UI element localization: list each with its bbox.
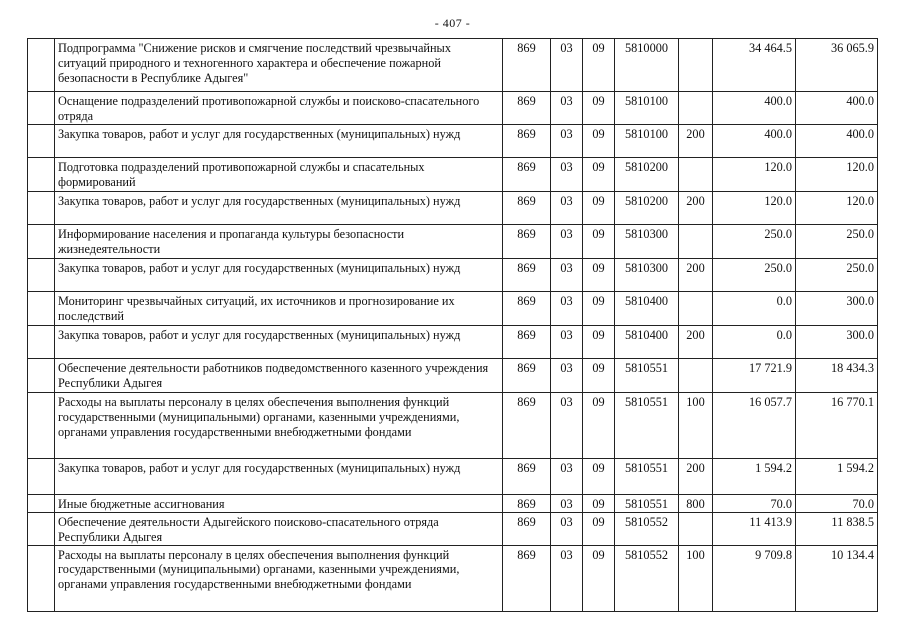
item-name-cell: Мониторинг чрезвычайных ситуаций, их источников и прогнозирование их последствий bbox=[55, 292, 503, 326]
target-article-cell: 5810100 bbox=[615, 125, 679, 158]
row-margin-cell bbox=[28, 192, 55, 225]
item-name-cell: Закупка товаров, работ и услуг для государственных (муниципальных) нужд bbox=[55, 326, 503, 359]
ministry-code-cell: 869 bbox=[503, 125, 551, 158]
amount-year-2-cell: 36 065.9 bbox=[796, 39, 878, 92]
amount-year-2-cell: 70.0 bbox=[796, 495, 878, 513]
item-name-cell: Закупка товаров, работ и услуг для государственных (муниципальных) нужд bbox=[55, 259, 503, 292]
row-margin-cell bbox=[28, 92, 55, 125]
row-margin-cell bbox=[28, 39, 55, 92]
table-row bbox=[28, 513, 878, 546]
table-row bbox=[28, 495, 878, 513]
item-name-cell: Информирование населения и пропаганда культуры безопасности жизнедеятельности bbox=[55, 225, 503, 259]
table-row bbox=[28, 393, 878, 459]
row-margin-cell bbox=[28, 158, 55, 192]
section-code-cell: 03 bbox=[551, 125, 583, 158]
item-name-cell: Закупка товаров, работ и услуг для государственных (муниципальных) нужд bbox=[55, 459, 503, 495]
item-name-cell: Оснащение подразделений противопожарной службы и поисково-спасательного отряда bbox=[55, 92, 503, 125]
amount-year-1-cell: 9 709.8 bbox=[713, 545, 796, 611]
expense-type-cell bbox=[679, 158, 713, 192]
expense-type-cell: 200 bbox=[679, 259, 713, 292]
item-name-cell: Подготовка подразделений противопожарной службы и спасательных формирований bbox=[55, 158, 503, 192]
subsection-code-cell: 09 bbox=[583, 225, 615, 259]
subsection-code-cell: 09 bbox=[583, 326, 615, 359]
table-row bbox=[28, 326, 878, 359]
subsection-code-cell: 09 bbox=[583, 513, 615, 546]
subsection-code-cell: 09 bbox=[583, 192, 615, 225]
row-margin-cell bbox=[28, 495, 55, 513]
target-article-cell: 5810100 bbox=[615, 92, 679, 125]
subsection-code-cell: 09 bbox=[583, 393, 615, 459]
subsection-code-cell: 09 bbox=[583, 125, 615, 158]
target-article-cell: 5810552 bbox=[615, 545, 679, 611]
item-name-cell: Обеспечение деятельности Адыгейского поисково-спасательного отряда Республики Адыгея bbox=[55, 513, 503, 546]
table-row bbox=[28, 259, 878, 292]
amount-year-1-cell: 0.0 bbox=[713, 292, 796, 326]
expense-type-cell bbox=[679, 292, 713, 326]
item-name-cell: Расходы на выплаты персоналу в целях обеспечения выполнения функций государственными (муниципальными) органами, казенными учреждениями, органами управления государственными внебюджетными фондами bbox=[55, 545, 503, 611]
item-name-cell: Обеспечение деятельности работников подведомственного казенного учреждения Республики Адыгея bbox=[55, 359, 503, 393]
target-article-cell: 5810000 bbox=[615, 39, 679, 92]
row-margin-cell bbox=[28, 359, 55, 393]
amount-year-1-cell: 70.0 bbox=[713, 495, 796, 513]
table-row bbox=[28, 545, 878, 611]
table-row bbox=[28, 192, 878, 225]
table-row bbox=[28, 92, 878, 125]
amount-year-1-cell: 250.0 bbox=[713, 225, 796, 259]
ministry-code-cell: 869 bbox=[503, 225, 551, 259]
expense-type-cell: 100 bbox=[679, 393, 713, 459]
amount-year-1-cell: 0.0 bbox=[713, 326, 796, 359]
row-margin-cell bbox=[28, 459, 55, 495]
ministry-code-cell: 869 bbox=[503, 495, 551, 513]
amount-year-2-cell: 400.0 bbox=[796, 92, 878, 125]
section-code-cell: 03 bbox=[551, 158, 583, 192]
ministry-code-cell: 869 bbox=[503, 92, 551, 125]
ministry-code-cell: 869 bbox=[503, 158, 551, 192]
ministry-code-cell: 869 bbox=[503, 259, 551, 292]
amount-year-1-cell: 16 057.7 bbox=[713, 393, 796, 459]
section-code-cell: 03 bbox=[551, 39, 583, 92]
subsection-code-cell: 09 bbox=[583, 459, 615, 495]
expense-type-cell bbox=[679, 513, 713, 546]
amount-year-2-cell: 300.0 bbox=[796, 326, 878, 359]
amount-year-1-cell: 120.0 bbox=[713, 158, 796, 192]
amount-year-1-cell: 1 594.2 bbox=[713, 459, 796, 495]
target-article-cell: 5810300 bbox=[615, 259, 679, 292]
section-code-cell: 03 bbox=[551, 393, 583, 459]
amount-year-2-cell: 16 770.1 bbox=[796, 393, 878, 459]
budget-table bbox=[27, 38, 878, 612]
section-code-cell: 03 bbox=[551, 225, 583, 259]
amount-year-1-cell: 250.0 bbox=[713, 259, 796, 292]
ministry-code-cell: 869 bbox=[503, 513, 551, 546]
subsection-code-cell: 09 bbox=[583, 259, 615, 292]
expense-type-cell: 800 bbox=[679, 495, 713, 513]
ministry-code-cell: 869 bbox=[503, 192, 551, 225]
expense-type-cell bbox=[679, 39, 713, 92]
expense-type-cell bbox=[679, 225, 713, 259]
target-article-cell: 5810300 bbox=[615, 225, 679, 259]
amount-year-2-cell: 18 434.3 bbox=[796, 359, 878, 393]
item-name-cell: Расходы на выплаты персоналу в целях обеспечения выполнения функций государственными (муниципальными) органами, казенными учреждениями, органами управления государственными внебюджетными фондами bbox=[55, 393, 503, 459]
table-row bbox=[28, 459, 878, 495]
subsection-code-cell: 09 bbox=[583, 292, 615, 326]
row-margin-cell bbox=[28, 326, 55, 359]
expense-type-cell: 200 bbox=[679, 459, 713, 495]
section-code-cell: 03 bbox=[551, 259, 583, 292]
ministry-code-cell: 869 bbox=[503, 545, 551, 611]
amount-year-2-cell: 1 594.2 bbox=[796, 459, 878, 495]
section-code-cell: 03 bbox=[551, 192, 583, 225]
target-article-cell: 5810400 bbox=[615, 292, 679, 326]
row-margin-cell bbox=[28, 259, 55, 292]
section-code-cell: 03 bbox=[551, 92, 583, 125]
section-code-cell: 03 bbox=[551, 545, 583, 611]
row-margin-cell bbox=[28, 125, 55, 158]
subsection-code-cell: 09 bbox=[583, 158, 615, 192]
table-row bbox=[28, 39, 878, 92]
target-article-cell: 5810551 bbox=[615, 359, 679, 393]
section-code-cell: 03 bbox=[551, 459, 583, 495]
row-margin-cell bbox=[28, 513, 55, 546]
table-body bbox=[28, 39, 878, 612]
table-row bbox=[28, 225, 878, 259]
amount-year-1-cell: 120.0 bbox=[713, 192, 796, 225]
table-row bbox=[28, 158, 878, 192]
target-article-cell: 5810200 bbox=[615, 158, 679, 192]
section-code-cell: 03 bbox=[551, 292, 583, 326]
expense-type-cell: 200 bbox=[679, 125, 713, 158]
item-name-cell: Подпрограмма "Снижение рисков и смягчение последствий чрезвычайных ситуаций природного и техногенного характера и обеспечение пожарной безопасности в Республике Адыгея" bbox=[55, 39, 503, 92]
ministry-code-cell: 869 bbox=[503, 292, 551, 326]
table-row bbox=[28, 125, 878, 158]
table-row bbox=[28, 359, 878, 393]
expense-type-cell bbox=[679, 92, 713, 125]
ministry-code-cell: 869 bbox=[503, 359, 551, 393]
amount-year-1-cell: 400.0 bbox=[713, 92, 796, 125]
ministry-code-cell: 869 bbox=[503, 326, 551, 359]
amount-year-1-cell: 17 721.9 bbox=[713, 359, 796, 393]
expense-type-cell: 200 bbox=[679, 326, 713, 359]
target-article-cell: 5810551 bbox=[615, 459, 679, 495]
subsection-code-cell: 09 bbox=[583, 39, 615, 92]
expense-type-cell bbox=[679, 359, 713, 393]
subsection-code-cell: 09 bbox=[583, 92, 615, 125]
amount-year-1-cell: 34 464.5 bbox=[713, 39, 796, 92]
page-number: - 407 - bbox=[434, 16, 471, 30]
row-margin-cell bbox=[28, 292, 55, 326]
amount-year-2-cell: 120.0 bbox=[796, 192, 878, 225]
amount-year-2-cell: 10 134.4 bbox=[796, 545, 878, 611]
row-margin-cell bbox=[28, 225, 55, 259]
section-code-cell: 03 bbox=[551, 359, 583, 393]
amount-year-1-cell: 11 413.9 bbox=[713, 513, 796, 546]
target-article-cell: 5810400 bbox=[615, 326, 679, 359]
row-margin-cell bbox=[28, 393, 55, 459]
ministry-code-cell: 869 bbox=[503, 393, 551, 459]
item-name-cell: Закупка товаров, работ и услуг для государственных (муниципальных) нужд bbox=[55, 125, 503, 158]
target-article-cell: 5810200 bbox=[615, 192, 679, 225]
amount-year-2-cell: 300.0 bbox=[796, 292, 878, 326]
amount-year-2-cell: 250.0 bbox=[796, 225, 878, 259]
item-name-cell: Закупка товаров, работ и услуг для государственных (муниципальных) нужд bbox=[55, 192, 503, 225]
amount-year-2-cell: 400.0 bbox=[796, 125, 878, 158]
amount-year-2-cell: 11 838.5 bbox=[796, 513, 878, 546]
amount-year-1-cell: 400.0 bbox=[713, 125, 796, 158]
expense-type-cell: 200 bbox=[679, 192, 713, 225]
target-article-cell: 5810551 bbox=[615, 393, 679, 459]
table-row bbox=[28, 292, 878, 326]
subsection-code-cell: 09 bbox=[583, 545, 615, 611]
section-code-cell: 03 bbox=[551, 495, 583, 513]
expense-type-cell: 100 bbox=[679, 545, 713, 611]
ministry-code-cell: 869 bbox=[503, 39, 551, 92]
ministry-code-cell: 869 bbox=[503, 459, 551, 495]
target-article-cell: 5810552 bbox=[615, 513, 679, 546]
section-code-cell: 03 bbox=[551, 326, 583, 359]
row-margin-cell bbox=[28, 545, 55, 611]
amount-year-2-cell: 120.0 bbox=[796, 158, 878, 192]
subsection-code-cell: 09 bbox=[583, 495, 615, 513]
section-code-cell: 03 bbox=[551, 513, 583, 546]
amount-year-2-cell: 250.0 bbox=[796, 259, 878, 292]
item-name-cell: Иные бюджетные ассигнования bbox=[55, 495, 503, 513]
target-article-cell: 5810551 bbox=[615, 495, 679, 513]
subsection-code-cell: 09 bbox=[583, 359, 615, 393]
